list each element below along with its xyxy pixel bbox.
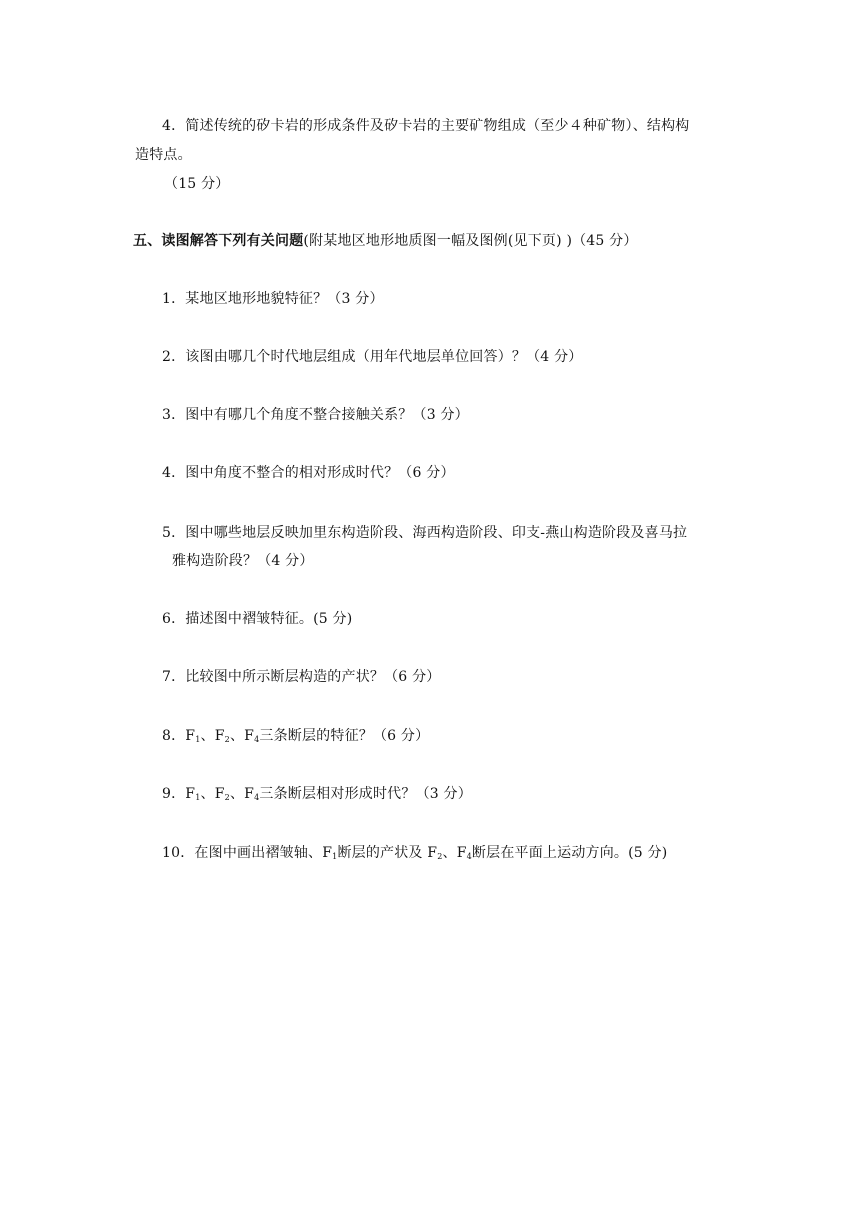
section-5-title xyxy=(133,231,638,251)
fault-subscript: 4 xyxy=(466,852,472,861)
item-8-sep-1: 、F xyxy=(200,728,225,744)
item-9-suffix: 三条断层相对形成时代？（3 分） xyxy=(259,786,472,802)
fault-subscript: 2 xyxy=(437,852,443,861)
item-5-line-1: 5．图中哪些地层反映加里东构造阶段、海西构造阶段、印支-燕山构造阶段及喜马拉 xyxy=(162,525,688,541)
item-6: 6．描述图中褶皱特征。(5 分) xyxy=(162,611,353,627)
fault-subscript: 4 xyxy=(254,735,260,744)
item-4: 4．图中角度不整合的相对形成时代？（6 分） xyxy=(162,465,455,481)
item-5-line-2: 雅构造阶段？（4 分） xyxy=(172,553,314,569)
question-4-line-2: 造特点。 xyxy=(135,147,192,163)
item-8-sep-2: 、F xyxy=(229,728,255,744)
item-1: 1．某地区地形地貌特征？（3 分） xyxy=(162,291,384,307)
item-9-sep-2: 、F xyxy=(229,786,255,802)
item-10 xyxy=(162,843,667,867)
question-4-score: （15 分） xyxy=(164,176,230,192)
fault-subscript: 4 xyxy=(254,793,260,802)
fault-subscript: 1 xyxy=(332,852,338,861)
fault-subscript: 1 xyxy=(195,735,201,744)
item-8 xyxy=(162,726,429,750)
item-10-suffix: 断层在平面上运动方向。(5 分) xyxy=(471,845,668,861)
item-10-sep-1: 断层的产状及 F xyxy=(337,845,438,861)
item-3: 3．图中有哪几个角度不整合接触关系？（3 分） xyxy=(162,407,469,423)
item-2: 2．该图由哪几个时代地层组成（用年代地层单位回答）？（4 分） xyxy=(162,349,583,365)
item-8-suffix: 三条断层的特征？（6 分） xyxy=(259,728,430,744)
question-4-line-1: 4．简述传统的矽卡岩的形成条件及矽卡岩的主要矿物组成（至少４种矿物）、结构构 xyxy=(162,118,690,134)
item-9-prefix: 9．F xyxy=(162,786,196,802)
item-9 xyxy=(162,784,472,808)
item-8-prefix: 8．F xyxy=(162,728,196,744)
item-10-prefix: 10．在图中画出褶皱轴、F xyxy=(162,845,333,861)
item-9-sep-1: 、F xyxy=(200,786,225,802)
fault-subscript: 1 xyxy=(195,793,201,802)
section-5-note: (附某地区地形地质图一幅及图例(见下页) )（45 分） xyxy=(303,233,638,249)
section-5-heading: 五、读图解答下列有关问题 xyxy=(133,233,304,249)
fault-subscript: 2 xyxy=(224,793,230,802)
item-10-sep-2: 、F xyxy=(442,845,467,861)
fault-subscript: 2 xyxy=(224,735,230,744)
item-7: 7．比较图中所示断层构造的产状？（6 分） xyxy=(162,669,441,685)
